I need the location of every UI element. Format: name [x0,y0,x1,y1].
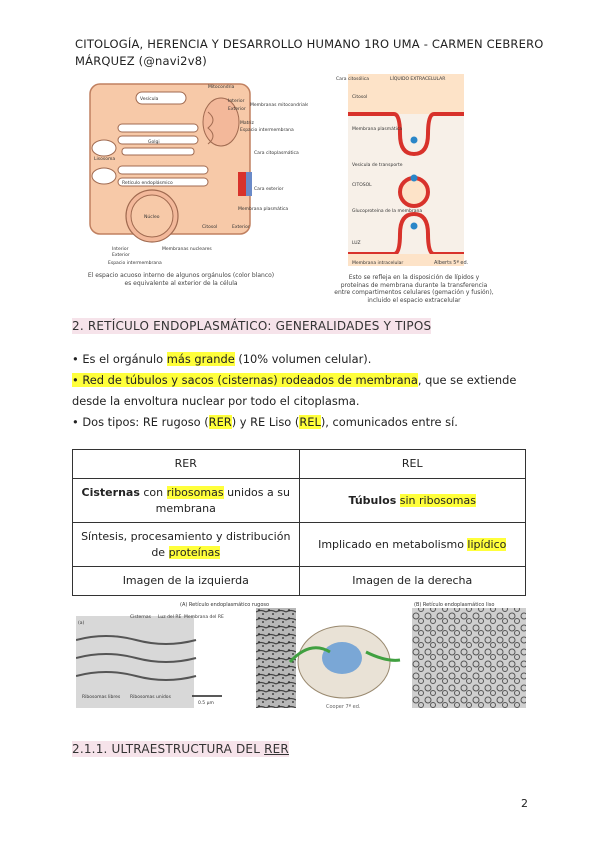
cell-diagram [78,78,308,268]
label-exterior-nuc: Exterior [112,253,130,258]
label-mitocondria: Mitocondria [208,85,235,90]
label-membranas-nuc: Membranas nucleares [162,247,212,252]
header-rel: REL [299,450,526,479]
label-exterior: Exterior [228,107,246,112]
cell-rer-structure [73,479,300,523]
section-2-title [72,319,431,333]
document-header [75,36,545,70]
cell-rer-structure-rest: unidos a su membrana [155,485,290,515]
cell-rer-structure-con: con [139,485,167,499]
bullet-3-highlight-rer: RER [208,415,232,429]
micro-a-title: (A) Retículo endoplasmático rugoso [180,602,270,608]
label-liquido: LÍQUIDO EXTRACELULAR [390,77,446,82]
section-2-title-text: 2. RETÍCULO ENDOPLASMÁTICO: GENERALIDADES Y TIPOS [72,319,432,333]
cell-rer-structure-bold: Cisternas [81,485,140,499]
label-esp-intermem: Espacio intermembrana [108,261,162,266]
bullet-1 [72,349,542,370]
section-2-1-1-pre: 2.1.1. ULTRAESTRUCTURA DEL [72,742,265,756]
bullet-1-highlight: más grande [166,352,235,366]
cell-rel-structure-bold: Túbulos [348,493,397,507]
micro-membrana-re: Membrana del RE [184,615,224,620]
bullet-list [72,349,542,433]
cell-rel-structure-highlight: sin ribosomas [399,493,476,507]
er-micrographs-figure [76,600,526,712]
label-cara-cito-r: Cara citosólica [336,77,370,82]
micro-a-tag: (a) [78,621,85,626]
label-membrana-plasm: Membrana plasmática [238,207,289,212]
header-line-2: MÁRQUEZ (@navi2v8) [75,54,207,68]
label-citosol-r: Citosol [352,95,368,100]
section-2-1-1-text [72,741,289,757]
label-golgi: Golgi [148,140,160,145]
micrographs-image [76,600,526,712]
cell-rer-function-text: Síntesis, procesamiento y distribución de [81,529,291,559]
bullet-2-line-2: desde la envoltura nuclear por todo el citoplasma. [72,394,360,408]
header-line-1: CITOLOGÍA, HERENCIA Y DESARROLLO HUMANO 1RO UMA - CARMEN CEBRERO [75,37,544,51]
bullet-3-rest: ), comunicados entre sí. [320,415,458,429]
label-cara-cito: Cara citoplasmática [254,151,299,156]
table-row [73,523,526,567]
label-cara-ext: Cara exterior [254,187,284,192]
topology-diagram [334,74,464,269]
bullet-2-marker: • [72,373,83,387]
label-vesicula: Vesícula [140,97,159,102]
right-figure-credit: Alberts 5ª ed. [434,260,469,266]
micro-credit: Cooper 7ª ed. [326,704,361,710]
membrane-topology-figure [334,74,494,302]
label-interior: Interior [228,99,245,104]
cell-rel-function-highlight: lipídico [467,537,507,551]
section-2-1-1-title [72,742,289,756]
bullet-2-highlight: Red de túbulos y sacos (cisternas) rodeados de membrana [82,373,418,387]
bullet-2-rest: , que se extiende [417,373,517,387]
label-espacio-inter: Espacio intermembrana [240,128,294,133]
label-citosol2-r: CITOSOL [352,183,372,188]
cell-rel-image: Imagen de la derecha [299,567,526,596]
micro-cisternas: Cisternas [130,615,151,620]
section-2-1-1-rer: RER [264,742,289,756]
bullet-1-text: • Es el orgánulo [72,352,167,366]
rer-rel-table [72,449,526,596]
cell-rel-structure [299,479,526,523]
cell-rel-function-text: Implicado en metabolismo [318,537,468,551]
bullet-1-rest: (10% volumen celular). [234,352,372,366]
label-luz: LUZ [352,241,361,246]
bullet-3 [72,412,542,433]
label-ret: Retículo endoplásmico [122,181,173,186]
cell-rer-function [73,523,300,567]
label-membrana-r: Membrana plasmática [352,127,403,132]
cell-rer-function-highlight: proteínas [168,545,221,559]
label-interior-nuc: Interior [112,247,129,252]
label-membranas-mito: Membranas mitocondriales [250,103,308,108]
header-rer: RER [73,450,300,479]
left-figure-caption: El espacio acuoso interno de algunos orgánulos (color blanco) es equivalente al exterior de la célula [87,272,275,287]
right-figure-caption: Esto se refleja en la disposición de lípidos y proteínas de membrana durante la transferencia entre compartimentos celulares (gemación y fusión), incluido el espacio extracelular [334,274,494,304]
table-header-row [73,450,526,479]
bullet-3-text: • Dos tipos: RE rugoso ( [72,415,209,429]
micro-luz-re: Luz del RE [158,615,182,620]
cell-rer-image: Imagen de la izquierda [73,567,300,596]
bullet-2 [72,370,542,391]
label-citosol: Citosol [202,225,218,230]
cell-rer-structure-highlight: ribosomas [166,485,224,499]
page-number: 2 [521,797,528,810]
label-lisosoma: Lisosoma [94,157,116,162]
label-membrana-int: Membrana intracelular [352,261,404,266]
micro-rib-libres: Ribosomas libres [82,695,121,700]
cell-rel-function [299,523,526,567]
label-glucoproteina: Glucoproteína de la membrana [352,209,423,214]
micro-scale: 0.5 µm [198,701,214,706]
label-matriz: Matriz [240,121,254,126]
table-row [73,567,526,596]
cell-compartments-figure [78,78,308,298]
bullet-3-highlight-rel: REL [299,415,321,429]
micro-rib-unidos: Ribosomas unidos [130,695,171,700]
bullet-3-mid: ) y RE Liso ( [231,415,300,429]
table-row [73,479,526,523]
label-exterior2: Exterior [232,225,250,230]
label-vesicula-r: Vesícula de transporte [352,163,403,168]
micro-b-title: (B) Retículo endoplasmático liso [414,602,495,608]
label-nucleo: Núcleo [144,215,160,220]
